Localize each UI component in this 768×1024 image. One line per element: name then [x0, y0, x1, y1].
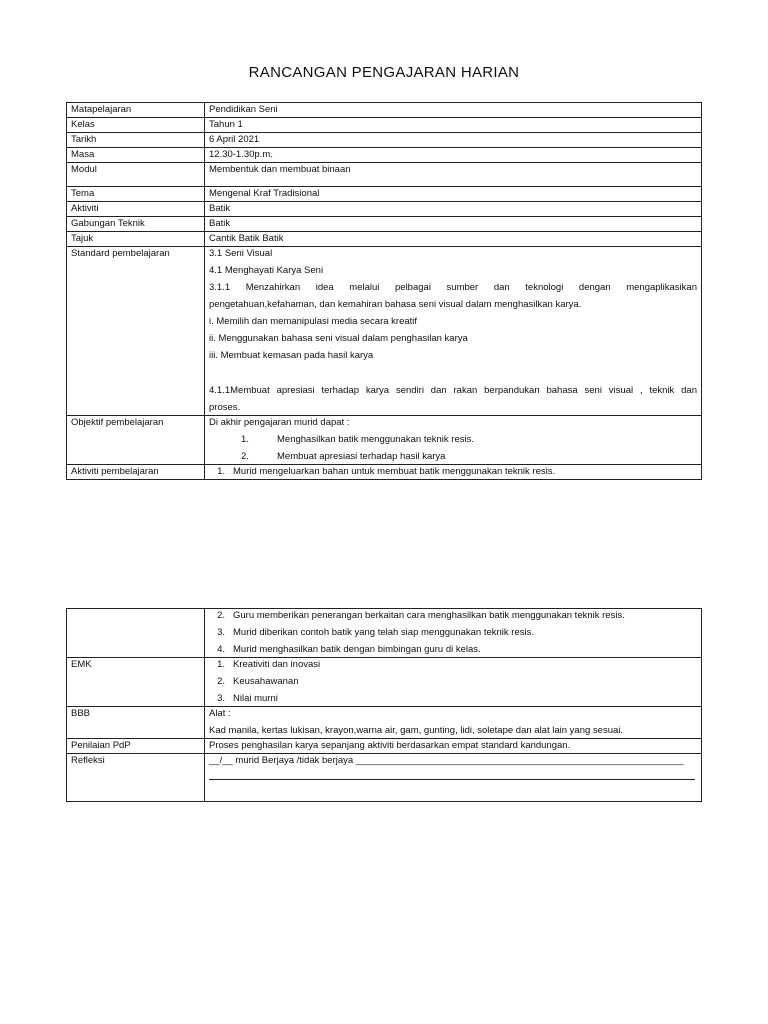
row-value: Pendidikan Seni: [205, 103, 702, 118]
item-number: 1.: [217, 659, 225, 670]
table-row: [67, 465, 702, 480]
table-row: [67, 133, 702, 148]
item-number: 3.: [217, 693, 225, 704]
standard-line: iii. Membuat kemasan pada hasil karya: [209, 350, 374, 361]
bbb-line: Kad manila, kertas lukisan, krayon,warna air, gam, gunting, lidi, soletape dan alat lain yang sesuai.: [209, 725, 624, 736]
list-item: [209, 610, 697, 622]
item-text: Murid menghasilkan batik dengan bimbingan guru di kelas.: [233, 644, 481, 655]
standard-line: proses.: [209, 402, 241, 413]
row-value: Mengenal Kraf Tradisional: [205, 187, 702, 202]
table-row: [67, 247, 702, 416]
table-row: [67, 754, 702, 802]
item-number: 2.: [217, 610, 225, 621]
standard-line: 4.1.1Membuat apresiasi terhadap karya sendiri dan rakan berpandukan bahasa seni visual , teknik dan: [209, 385, 697, 396]
row-label: Matapelajaran: [67, 103, 205, 118]
row-label: BBB: [67, 707, 205, 739]
table-row: [67, 148, 702, 163]
row-label: Refleksi: [67, 754, 205, 802]
standard-line: 3.1 Seni Visual: [209, 248, 273, 259]
row-value: 6 April 2021: [205, 133, 702, 148]
list-item: [209, 644, 697, 656]
table-row: [67, 217, 702, 232]
row-label: Objektif pembelajaran: [67, 416, 205, 465]
list-item: [209, 659, 697, 671]
refleksi-cell: [205, 754, 702, 802]
bbb-cell: [205, 707, 702, 739]
refleksi-blank-line: [209, 767, 695, 780]
item-number: 1.: [241, 434, 249, 445]
objektif-intro: Di akhir pengajaran murid dapat :: [209, 417, 350, 428]
row-value: Batik: [205, 217, 702, 232]
table-row: [67, 658, 702, 707]
aktiviti-cont-cell: [205, 609, 702, 658]
standard-line: pengetahuan,kefahaman, dan kemahiran bahasa seni visual dalam menghasilkan karya.: [209, 299, 582, 310]
item-text: Guru memberikan penerangan berkaitan cara menghasilkan batik menggunakan teknik resis.: [233, 610, 625, 621]
standard-line: 3.1.1 Menzahirkan idea melalui pelbagai sumber dan teknologi dengan mengaplikasikan: [209, 282, 697, 293]
item-text: Membuat apresiasi terhadap hasil karya: [277, 451, 446, 462]
row-label: Aktiviti: [67, 202, 205, 217]
bbb-line: Alat :: [209, 708, 231, 719]
standard-line: 4.1 Menghayati Karya Seni: [209, 265, 324, 276]
emk-cell: [205, 658, 702, 707]
row-label: Penilaian PdP: [67, 739, 205, 754]
item-text: Kreativiti dan inovasi: [233, 659, 321, 670]
objektif-cell: [205, 416, 702, 465]
item-text: Menghasilkan batik menggunakan teknik resis.: [277, 434, 474, 445]
lesson-plan-table-continued: [66, 608, 702, 802]
table-row: [67, 232, 702, 247]
aktiviti-cell: [205, 465, 702, 480]
row-label: Gabungan Teknik: [67, 217, 205, 232]
list-item: [209, 466, 697, 478]
row-label: Standard pembelajaran: [67, 247, 205, 416]
table-row: [67, 163, 702, 187]
table-row: [67, 609, 702, 658]
row-value: 12.30-1.30p.m.: [205, 148, 702, 163]
item-number: 2.: [241, 451, 249, 462]
penilaian-cell: Proses penghasilan karya sepanjang aktiviti berdasarkan empat standard kandungan.: [205, 739, 702, 754]
row-label: Masa: [67, 148, 205, 163]
list-item: [209, 627, 697, 639]
lesson-plan-table: [66, 102, 702, 480]
table-row: [67, 187, 702, 202]
item-text: Keusahawanan: [233, 676, 299, 687]
row-label: [67, 609, 205, 658]
standard-line: ii. Menggunakan bahasa seni visual dalam penghasilan karya: [209, 333, 468, 344]
standard-cell: [205, 247, 702, 416]
item-text: Nilai murni: [233, 693, 278, 704]
item-number: 3.: [217, 627, 225, 638]
item-number: 4.: [217, 644, 225, 655]
page-title: RANCANGAN PENGAJARAN HARIAN: [248, 64, 520, 81]
list-item: [209, 693, 697, 705]
refleksi-line: __/__ murid Berjaya /tidak berjaya ______________________________________________________________: [209, 755, 684, 766]
table-row: [67, 739, 702, 754]
item-text: Murid mengeluarkan bahan untuk membuat batik menggunakan teknik resis.: [233, 466, 556, 477]
list-item: [209, 676, 697, 688]
table-row: [67, 202, 702, 217]
list-item: [209, 434, 697, 446]
table-row: [67, 416, 702, 465]
table-row: [67, 103, 702, 118]
row-label: Tema: [67, 187, 205, 202]
row-value: Tahun 1: [205, 118, 702, 133]
row-label: Tajuk: [67, 232, 205, 247]
row-label: Tarikh: [67, 133, 205, 148]
table-row: [67, 118, 702, 133]
item-number: 1.: [217, 466, 225, 477]
row-label: Aktiviti pembelajaran: [67, 465, 205, 480]
row-value: Cantik Batik Batik: [205, 232, 702, 247]
list-item: [209, 451, 697, 463]
row-label: EMK: [67, 658, 205, 707]
item-text: Murid diberikan contoh batik yang telah siap menggunakan teknik resis.: [233, 627, 535, 638]
row-label: Kelas: [67, 118, 205, 133]
standard-line: i. Memilih dan memanipulasi media secara kreatif: [209, 316, 418, 327]
row-value: Batik: [205, 202, 702, 217]
item-number: 2.: [217, 676, 225, 687]
table-row: [67, 707, 702, 739]
row-value: Membentuk dan membuat binaan: [205, 163, 702, 187]
row-label: Modul: [67, 163, 205, 187]
